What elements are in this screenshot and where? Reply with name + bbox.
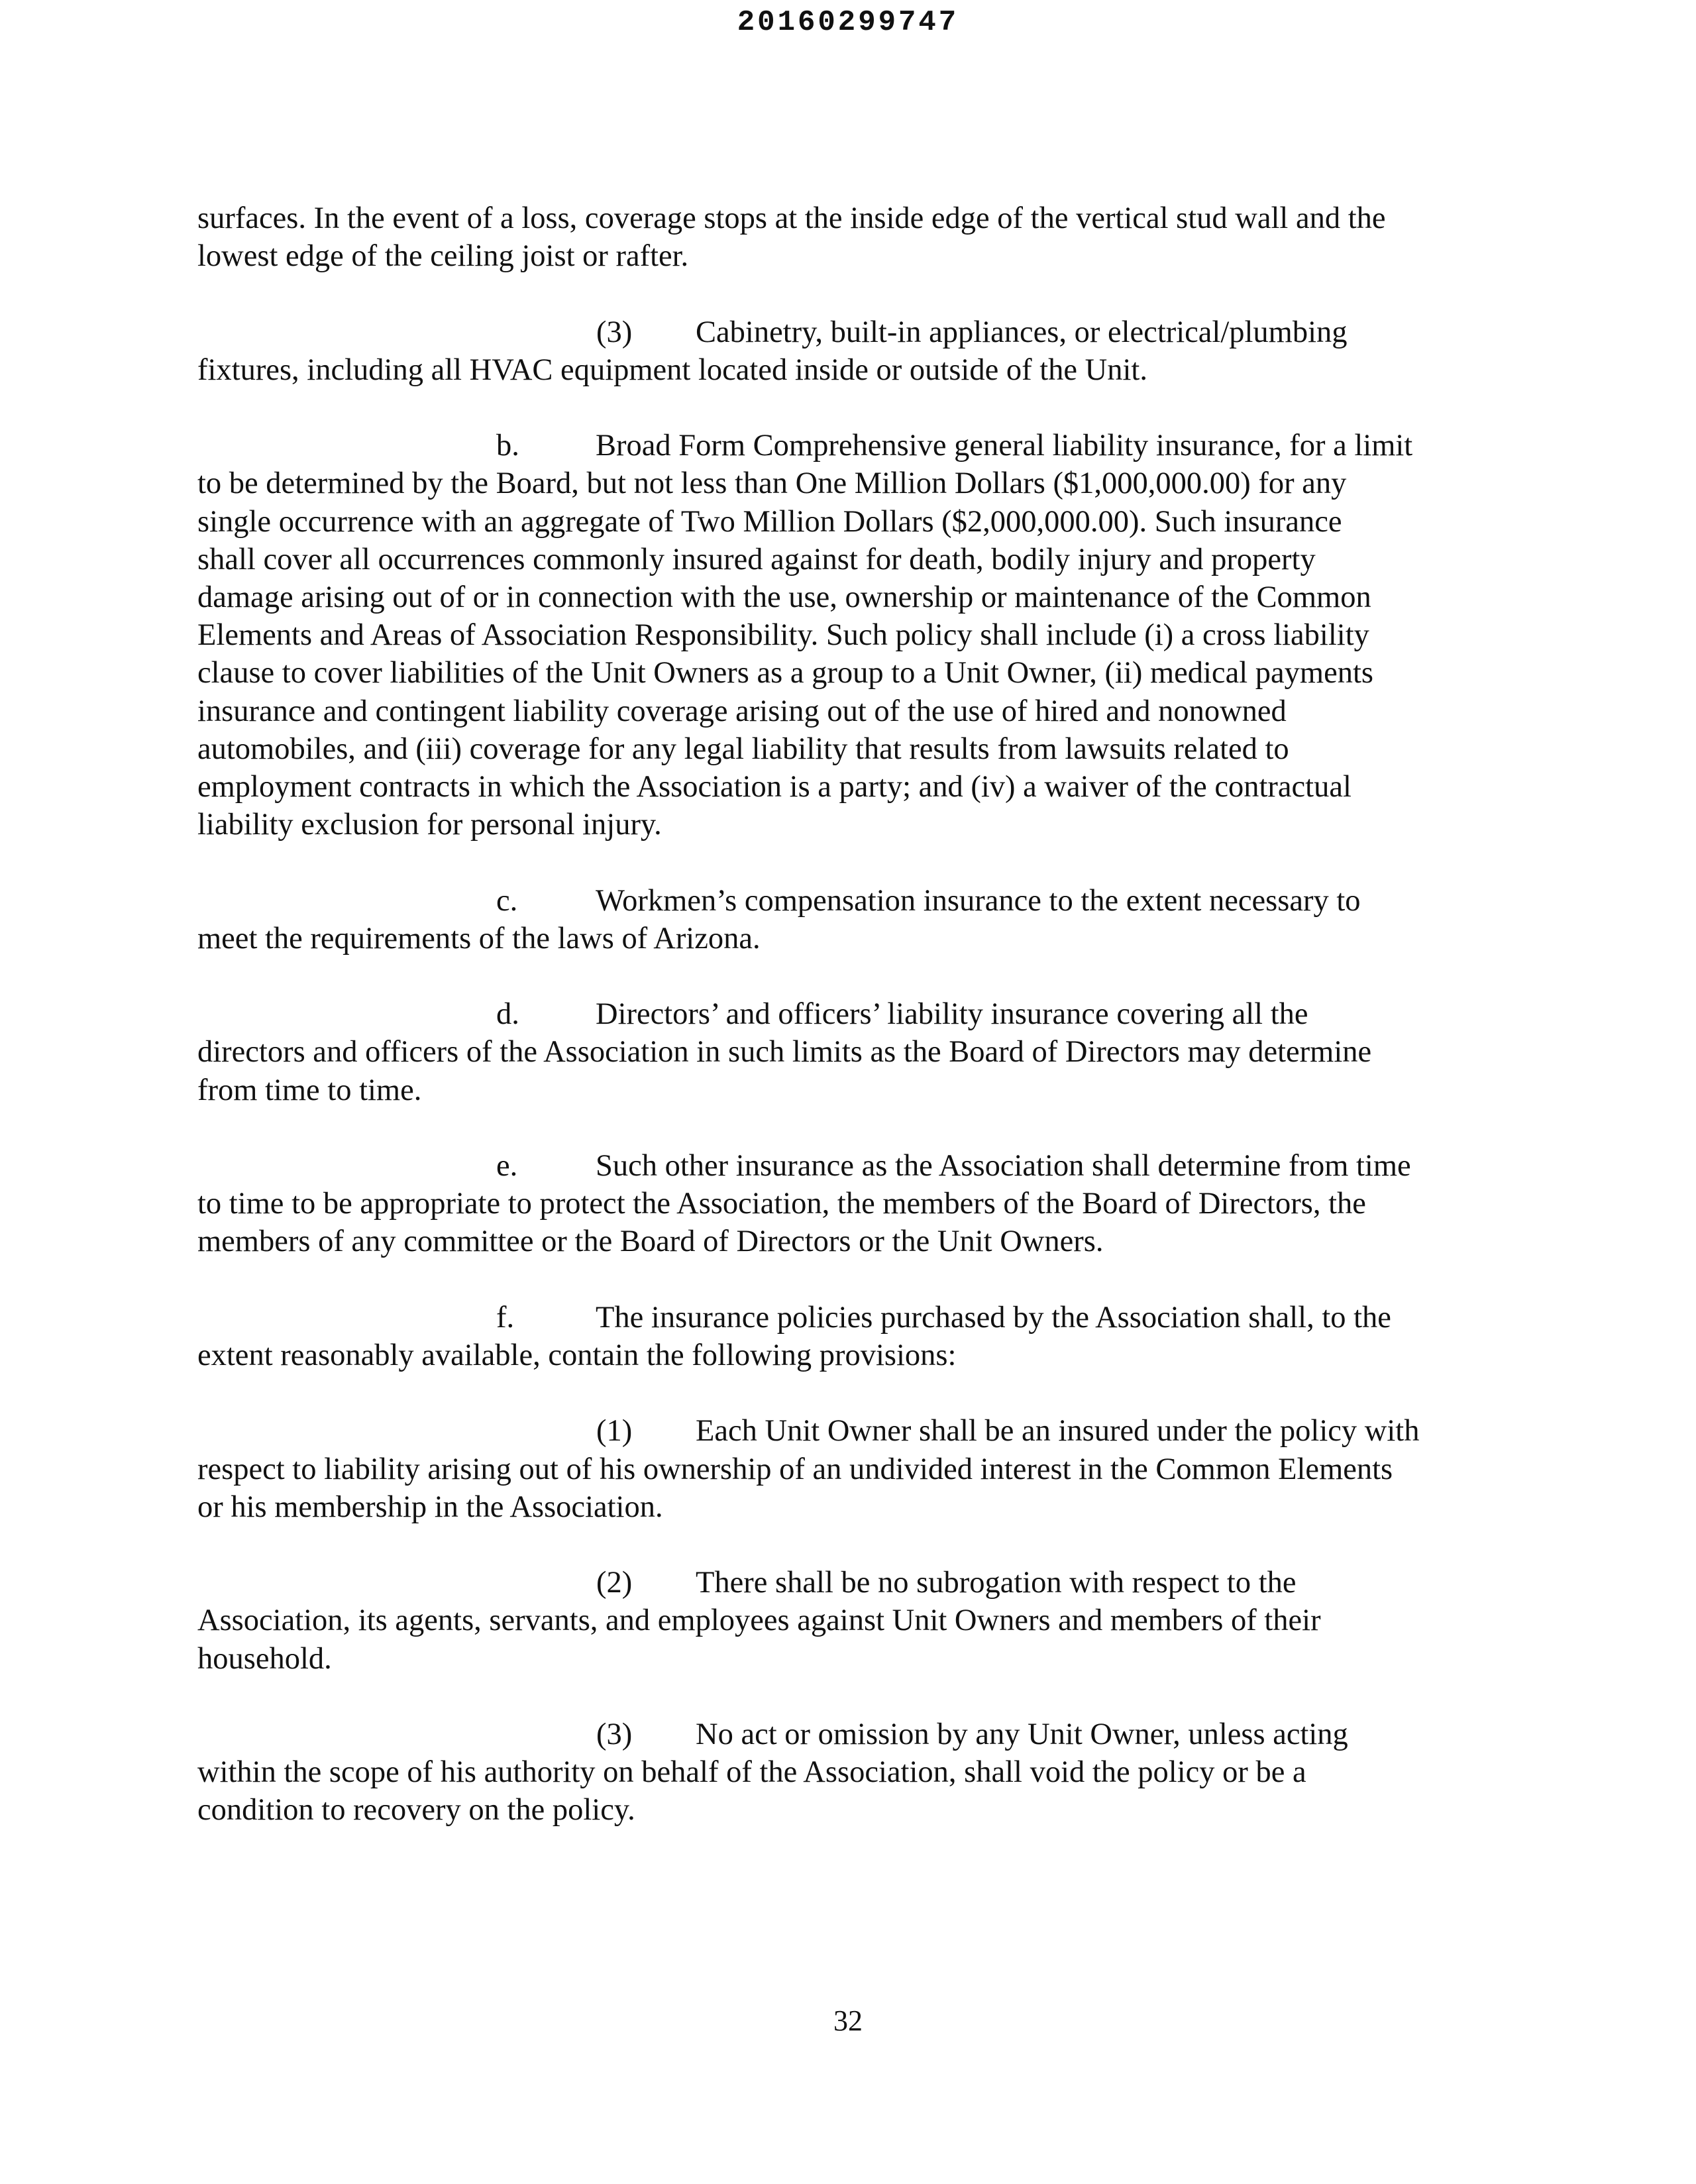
text-line-first [197,995,1496,1033]
text-line: fixtures, including all HVAC equipment located inside or outside of the Unit. [197,353,1147,387]
text-line: clause to cover liabilities of the Unit Owners as a group to a Unit Owner, (ii) medical payments [197,656,1373,690]
text-line: Such other insurance as the Association shall determine from time [596,1149,1411,1183]
text-line-first [197,1716,1496,1753]
text-line: household. [197,1641,332,1676]
text-line-first [197,882,1496,920]
text-line: meet the requirements of the laws of Arizona. [197,921,761,956]
text-line: respect to liability arising out of his ownership of an undivided interest in the Common Elements [197,1452,1393,1486]
text-line: Broad Form Comprehensive general liability insurance, for a limit [596,429,1413,463]
document-number: 20160299747 [737,6,959,39]
text-line: condition to recovery on the policy. [197,1793,635,1828]
document-body [197,199,1496,1867]
text-line: Workmen’s compensation insurance to the extent necessary to [596,883,1361,918]
text-line: No act or omission by any Unit Owner, unless acting [696,1717,1348,1751]
page-number: 32 [833,2004,863,2037]
item-marker: (1) [596,1414,633,1448]
text-line: employment contracts in which the Association is a party; and (iv) a waiver of the contractual [197,770,1352,804]
paragraph-item-e [197,1147,1496,1261]
item-marker: (2) [596,1566,633,1600]
item-marker: b. [496,429,519,463]
text-line-first [197,1299,1496,1337]
text-line: or his membership in the Association. [197,1490,663,1524]
text-line: members of any committee or the Board of Directors or the Unit Owners. [197,1225,1104,1259]
item-marker: f. [496,1300,515,1335]
paragraph-subitem-3-no-act [197,1716,1496,1829]
text-line: from time to time. [197,1073,422,1107]
text-line: Cabinetry, built-in appliances, or electrical/plumbing [696,315,1348,349]
item-marker: c. [496,883,518,918]
item-marker: (3) [596,315,633,349]
paragraph-subitem-3-cabinetry [197,313,1496,389]
paragraph-subitem-1 [197,1412,1496,1526]
text-line: shall cover all occurrences commonly insured against for death, bodily injury and property [197,542,1316,576]
item-marker: e. [496,1149,518,1183]
text-line: insurance and contingent liability coverage arising out of the use of hired and nonowned [197,694,1287,728]
text-line: surfaces. In the event of a loss, coverage stops at the inside edge of the vertical stud wall and the [197,201,1386,235]
paragraph-subitem-2 [197,1564,1496,1678]
text-line: to be determined by the Board, but not less than One Million Dollars ($1,000,000.00) for any [197,466,1347,501]
text-line: liability exclusion for personal injury. [197,808,662,842]
text-line-first [197,1564,1496,1602]
text-line: directors and officers of the Association in such limits as the Board of Directors may determine [197,1035,1372,1069]
text-line: Directors’ and officers’ liability insurance covering all the [596,997,1308,1032]
paragraph-item-d [197,995,1496,1109]
paragraph-item-b [197,427,1496,844]
text-line-first [197,1147,1496,1185]
item-marker: d. [496,997,519,1032]
text-line-first [197,1412,1496,1450]
text-line-first [197,313,1496,351]
text-line: within the scope of his authority on behalf of the Association, shall void the policy or be a [197,1755,1306,1790]
text-line: The insurance policies purchased by the Association shall, to the [596,1300,1391,1335]
text-line: single occurrence with an aggregate of Two Million Dollars ($2,000,000.00). Such insurance [197,504,1342,539]
text-line: Association, its agents, servants, and employees against Unit Owners and members of their [197,1604,1321,1638]
paragraph-continuation [197,199,1496,275]
text-line-first [197,427,1496,464]
item-marker: (3) [596,1717,633,1751]
text-line: Elements and Areas of Association Responsibility. Such policy shall include (i) a cross liability [197,618,1369,653]
text-line: automobiles, and (iii) coverage for any legal liability that results from lawsuits related to [197,732,1289,766]
text-line: extent reasonably available, contain the following provisions: [197,1338,957,1372]
text-line: lowest edge of the ceiling joist or rafter. [197,239,689,274]
text-line: damage arising out of or in connection with the use, ownership or maintenance of the Common [197,580,1371,614]
text-line: Each Unit Owner shall be an insured under the policy with [696,1414,1420,1448]
paragraph-item-f [197,1299,1496,1374]
paragraph-item-c [197,882,1496,957]
text-line: to time to be appropriate to protect the Association, the members of the Board of Directors, the [197,1187,1366,1221]
text-line: There shall be no subrogation with respect to the [696,1566,1297,1600]
